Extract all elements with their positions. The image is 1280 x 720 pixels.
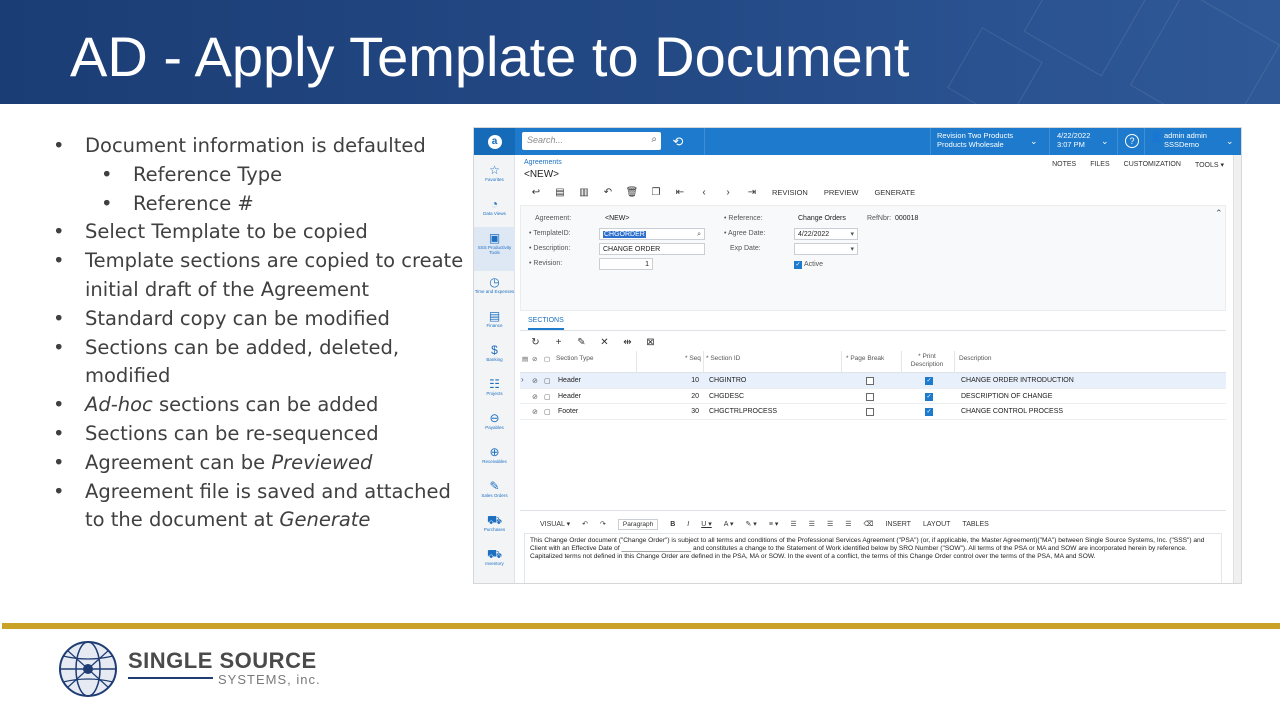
bullet-item: • Sections can be re-sequenced xyxy=(50,420,470,449)
section-id-cell[interactable]: CHGCTRLPROCESS xyxy=(709,408,778,415)
numbered-list-icon[interactable]: ☰ xyxy=(790,521,797,528)
tab-sections[interactable]: SECTIONS xyxy=(528,317,564,330)
dropdown-icon[interactable]: ▾ xyxy=(850,231,854,238)
agreement-label: Agreement: xyxy=(535,215,572,222)
note-icon[interactable]: ▢ xyxy=(544,393,551,401)
note-icon[interactable]: ▢ xyxy=(544,409,551,416)
summary-form xyxy=(520,205,1226,311)
lookup-icon[interactable]: ⌕ xyxy=(697,231,701,238)
pie-chart-icon: ◔ xyxy=(490,197,499,211)
nav-purchases[interactable]: ⛟ Purchases xyxy=(474,509,515,543)
seq-cell[interactable]: 30 xyxy=(691,408,699,415)
cart-icon: ⛟ xyxy=(486,513,503,527)
divider xyxy=(901,351,902,373)
stopwatch-icon: ◷ xyxy=(489,275,500,289)
description-label: • Description: xyxy=(529,245,571,252)
col-description[interactable]: Description xyxy=(959,355,992,362)
reference-value: Change Orders xyxy=(798,215,846,222)
agree-date-field[interactable]: 4/22/2022 ▾ xyxy=(794,228,858,240)
decor-hexagon xyxy=(947,27,1043,104)
business-date-selector[interactable]: 4/22/2022 3:07 PM xyxy=(1057,131,1091,149)
divider xyxy=(930,128,931,155)
section-type-cell[interactable]: Footer xyxy=(558,408,579,415)
notes-link[interactable]: NOTES xyxy=(1052,161,1077,168)
company-selector[interactable]: Revision Two Products Products Wholesale xyxy=(937,131,1014,149)
bullet-item: • Standard copy can be modified xyxy=(50,305,470,334)
template-id-field[interactable]: CHGORDER ⌕ xyxy=(599,228,705,240)
bullet-item: • Agreement file is saved and attached to the document at Generate xyxy=(50,478,470,536)
bullet-item: • Template sections are copied to create initial draft of the Agreement xyxy=(50,247,470,305)
bold-icon[interactable]: B xyxy=(670,520,676,528)
section-type-cell[interactable]: Header xyxy=(558,392,581,400)
description-cell[interactable]: CHANGE CONTROL PROCESS xyxy=(961,408,1064,415)
sub-bullet-item: • Reference Type xyxy=(50,161,470,190)
refresh-icon[interactable]: ↻ xyxy=(531,336,540,348)
files-link[interactable]: FILES xyxy=(1090,161,1110,168)
back-icon[interactable]: ↩ xyxy=(531,186,541,198)
fit-width-icon[interactable]: ⇹ xyxy=(623,336,632,348)
notes-header-icon: ▢ xyxy=(544,356,551,363)
section-id-cell[interactable]: CHGINTRO xyxy=(709,377,747,384)
attachment-icon[interactable]: ⊘ xyxy=(532,409,538,416)
slide-header xyxy=(0,0,1280,104)
bullet-item: • Select Template to be copied xyxy=(50,218,470,247)
outdent-icon[interactable]: ☰ xyxy=(826,521,834,528)
tab-bar xyxy=(520,313,1226,331)
page-break-checkbox[interactable] xyxy=(866,377,874,385)
minus-circle-icon: ⊖ xyxy=(489,411,500,425)
plus-circle-icon: ⊕ xyxy=(489,445,500,459)
generate-button[interactable]: GENERATE xyxy=(874,187,916,197)
next-record-icon[interactable]: › xyxy=(726,186,730,198)
calculator-icon: ▤ xyxy=(488,309,501,323)
undo-icon[interactable]: ↶ xyxy=(603,186,613,198)
reference-label: • Reference: xyxy=(724,215,763,222)
first-record-icon[interactable]: ⇤ xyxy=(675,186,685,198)
attachment-header-icon: ⊘ xyxy=(532,356,538,363)
nav-inventory[interactable]: ⛟ Inventory xyxy=(474,543,515,577)
indent-icon[interactable]: ☰ xyxy=(845,521,852,528)
row-arrow-icon: › xyxy=(521,375,524,384)
export-excel-icon[interactable]: ⊠ xyxy=(646,336,655,348)
bullet-item: • Ad-hoc sections can be added xyxy=(50,391,470,420)
bullet-list xyxy=(50,132,470,535)
undo-icon[interactable]: ↶ xyxy=(582,521,588,528)
nav-sss-productivity-tools[interactable]: ▣ SSS Productivity Tools xyxy=(474,227,515,271)
grid-header xyxy=(520,351,1226,373)
divider xyxy=(636,351,637,373)
projects-icon: ☷ xyxy=(489,377,500,391)
nav-finance[interactable]: ▤ Finance xyxy=(474,305,515,339)
page-break-checkbox[interactable] xyxy=(866,393,874,401)
app-logo[interactable] xyxy=(474,128,515,155)
slide-title: AD - Apply Template to Document xyxy=(70,25,910,88)
save-icon[interactable]: ▥ xyxy=(579,186,589,198)
divider xyxy=(704,128,705,155)
top-links xyxy=(1052,161,1224,169)
bullet-item: • Agreement can be Previewed xyxy=(50,449,470,478)
revision-field[interactable]: 1 xyxy=(599,258,653,270)
scrollbar[interactable] xyxy=(1233,155,1241,584)
bullet-item: • Document information is defaulted xyxy=(50,132,470,161)
divider xyxy=(1144,128,1145,155)
tables-menu[interactable]: TABLES xyxy=(962,520,989,528)
add-row-icon[interactable]: + xyxy=(555,336,562,348)
print-description-checkbox[interactable]: ✓ xyxy=(926,409,932,415)
divider xyxy=(1049,128,1050,155)
grid-toolbar xyxy=(524,335,662,349)
truck-icon: ⛟ xyxy=(486,547,503,561)
bullet-item: • Sections can be added, deleted, modified xyxy=(50,334,470,392)
align-icon[interactable]: ≡ ▾ xyxy=(768,521,779,528)
exp-date-field[interactable] xyxy=(794,243,858,255)
search-icon: ⌕ xyxy=(651,134,657,145)
acumatica-logo-icon: a xyxy=(488,135,502,149)
page-break-checkbox[interactable] xyxy=(866,408,874,416)
refnbr-label: RefNbr: xyxy=(867,215,892,222)
attachment-icon[interactable]: ⊘ xyxy=(532,393,538,401)
nav-sales-orders[interactable]: ✎ Sales Orders xyxy=(474,475,515,509)
nav-projects[interactable]: ☷ Projects xyxy=(474,373,515,407)
dropdown-icon[interactable]: ▾ xyxy=(850,246,854,253)
delete-row-icon[interactable]: ✕ xyxy=(600,336,609,348)
agreement-value: <NEW> xyxy=(605,215,630,222)
redo-icon[interactable]: ↷ xyxy=(599,521,606,528)
active-checkbox[interactable]: ✓ xyxy=(795,262,801,268)
sub-bullet-item: • Reference # xyxy=(50,190,470,219)
app-screenshot xyxy=(473,127,1242,584)
nav-receivables[interactable]: ⊕ Receivables xyxy=(474,441,515,475)
brand-subtitle: SYSTEMS, inc. xyxy=(218,672,321,687)
top-bar xyxy=(474,128,1242,155)
table-row[interactable] xyxy=(520,373,1226,389)
note-icon[interactable]: ▢ xyxy=(544,378,551,385)
insert-menu[interactable]: INSERT xyxy=(885,520,911,528)
print-description-checkbox[interactable]: ✓ xyxy=(926,393,932,400)
underline-icon[interactable]: U ▾ xyxy=(701,521,712,528)
breadcrumb[interactable]: Agreements xyxy=(524,159,562,166)
star-icon: ☆ xyxy=(489,163,500,177)
nav-payables[interactable]: ⊖ Payables xyxy=(474,407,515,441)
editor-toolbar xyxy=(534,517,995,531)
print-description-checkbox[interactable]: ✓ xyxy=(926,378,932,384)
layout-menu[interactable]: LAYOUT xyxy=(922,520,951,528)
decor-hexagon xyxy=(1024,0,1147,76)
divider xyxy=(1117,128,1118,155)
active-label: Active xyxy=(804,261,824,268)
revision-button[interactable]: REVISION xyxy=(772,187,808,197)
globe-logo-icon xyxy=(55,638,121,700)
collapse-icon[interactable]: ⌃ xyxy=(1215,208,1223,218)
paragraph-style-select[interactable]: Paragraph xyxy=(618,519,658,530)
table-row[interactable] xyxy=(520,404,1226,420)
col-section-type[interactable]: Section Type xyxy=(556,355,594,362)
description-field[interactable]: CHANGE ORDER xyxy=(599,243,705,255)
user-menu[interactable]: 👤 admin admin SSSDemo xyxy=(1150,131,1207,149)
description-cell[interactable]: DESCRIPTION OF CHANGE xyxy=(961,392,1053,400)
company-logo xyxy=(55,636,325,706)
seq-cell[interactable]: 20 xyxy=(691,392,699,400)
divider xyxy=(954,351,955,373)
delete-icon[interactable]: 🗑 xyxy=(625,186,639,198)
rich-text-editor xyxy=(520,510,1226,584)
table-row[interactable] xyxy=(520,389,1226,405)
divider xyxy=(703,351,704,373)
chevron-down-icon[interactable]: ⌄ xyxy=(1226,136,1234,146)
nav-banking[interactable]: $ Banking xyxy=(474,339,515,373)
main-content xyxy=(516,155,1232,584)
chevron-down-icon[interactable]: ⌄ xyxy=(1101,136,1109,146)
nav-time-and-expenses[interactable]: ◷ Time and Expenses xyxy=(474,275,515,294)
page-title: <NEW> xyxy=(524,169,560,180)
attachment-icon[interactable]: ⊘ xyxy=(532,378,538,385)
pencil-square-icon: ✎ xyxy=(489,479,500,493)
save-close-icon[interactable]: ▤ xyxy=(555,186,565,198)
section-type-cell[interactable]: Header xyxy=(558,377,581,384)
row-selector-header-icon: ▤ xyxy=(522,356,529,363)
template-label: • TemplateID: xyxy=(529,230,571,237)
editor-text[interactable]: This Change Order document ("Change Order") is subject to all terms and conditions of the Professional Services Agreement ("PSA") (or, if applicable, the Master Agreement)("MA") between Single Source Systems, Inc. ("SSS") and Client with an Effective Date of ___________________ and constitutes a change to the Statement of Work identified below by SRO Number ("SOW"). All terms of the PSA or MA and SOW are incorporated herein by reference. Capitalized terms not defined in this Change Order are defined in the PSA, MA or SOW. In the event of a conflict, the terms of this Change Order control over the terms of the PSA, MA and SOW. xyxy=(530,537,1205,561)
revision-label: • Revision: xyxy=(529,260,563,267)
bullet-list-icon[interactable]: ☰ xyxy=(808,521,815,528)
nav-favorites[interactable]: ☆ Favorites xyxy=(474,159,515,193)
col-print-description[interactable]: * Print Description xyxy=(910,353,944,368)
col-seq[interactable]: * Seq xyxy=(685,355,701,362)
highlight-icon[interactable]: ✎ ▾ xyxy=(745,521,757,528)
user-icon: 👤 xyxy=(1150,132,1163,143)
italic-icon[interactable]: I xyxy=(687,520,690,528)
clear-format-icon[interactable]: ⌫ xyxy=(863,521,874,528)
left-nav xyxy=(474,155,515,584)
description-cell[interactable]: CHANGE ORDER INTRODUCTION xyxy=(961,377,1074,384)
dollar-icon: $ xyxy=(491,343,498,357)
col-page-break[interactable]: * Page Break xyxy=(846,355,885,362)
chevron-down-icon[interactable]: ⌄ xyxy=(1030,136,1038,146)
brand-underline xyxy=(128,677,213,679)
gold-divider xyxy=(2,623,1280,629)
prev-record-icon[interactable]: ‹ xyxy=(702,186,706,198)
divider xyxy=(841,351,842,373)
visual-mode-dropdown[interactable]: VISUAL ▾ xyxy=(540,521,571,528)
preview-button[interactable]: PREVIEW xyxy=(823,187,859,197)
nav-data-views[interactable]: ◔ Data Views xyxy=(474,193,515,227)
sections-grid xyxy=(520,351,1226,420)
toolbox-icon: ▣ xyxy=(488,231,501,245)
last-record-icon[interactable]: ⇥ xyxy=(747,186,757,198)
tools-link[interactable]: TOOLS ▾ xyxy=(1194,162,1224,169)
copy-icon[interactable]: ❐ xyxy=(651,186,661,198)
customization-link[interactable]: CUSTOMIZATION xyxy=(1123,161,1181,168)
history-icon[interactable]: ⟲ xyxy=(672,134,684,149)
section-id-cell[interactable]: CHGDESC xyxy=(709,392,745,400)
edit-icon[interactable]: ✎ xyxy=(577,336,586,348)
form-toolbar xyxy=(524,185,923,199)
col-section-id[interactable]: * Section ID xyxy=(706,355,741,362)
decor-hexagon xyxy=(1130,0,1280,104)
search-input[interactable]: Search... ⌕ xyxy=(522,132,661,150)
seq-cell[interactable]: 10 xyxy=(691,377,699,384)
font-color-icon[interactable]: A ▾ xyxy=(723,521,734,528)
exp-date-label: Exp Date: xyxy=(730,245,761,252)
refnbr-value: 000018 xyxy=(895,215,919,222)
agree-date-label: • Agree Date: xyxy=(724,230,766,237)
help-icon[interactable]: ? xyxy=(1125,134,1139,148)
brand-name: SINGLE SOURCE xyxy=(128,648,317,673)
